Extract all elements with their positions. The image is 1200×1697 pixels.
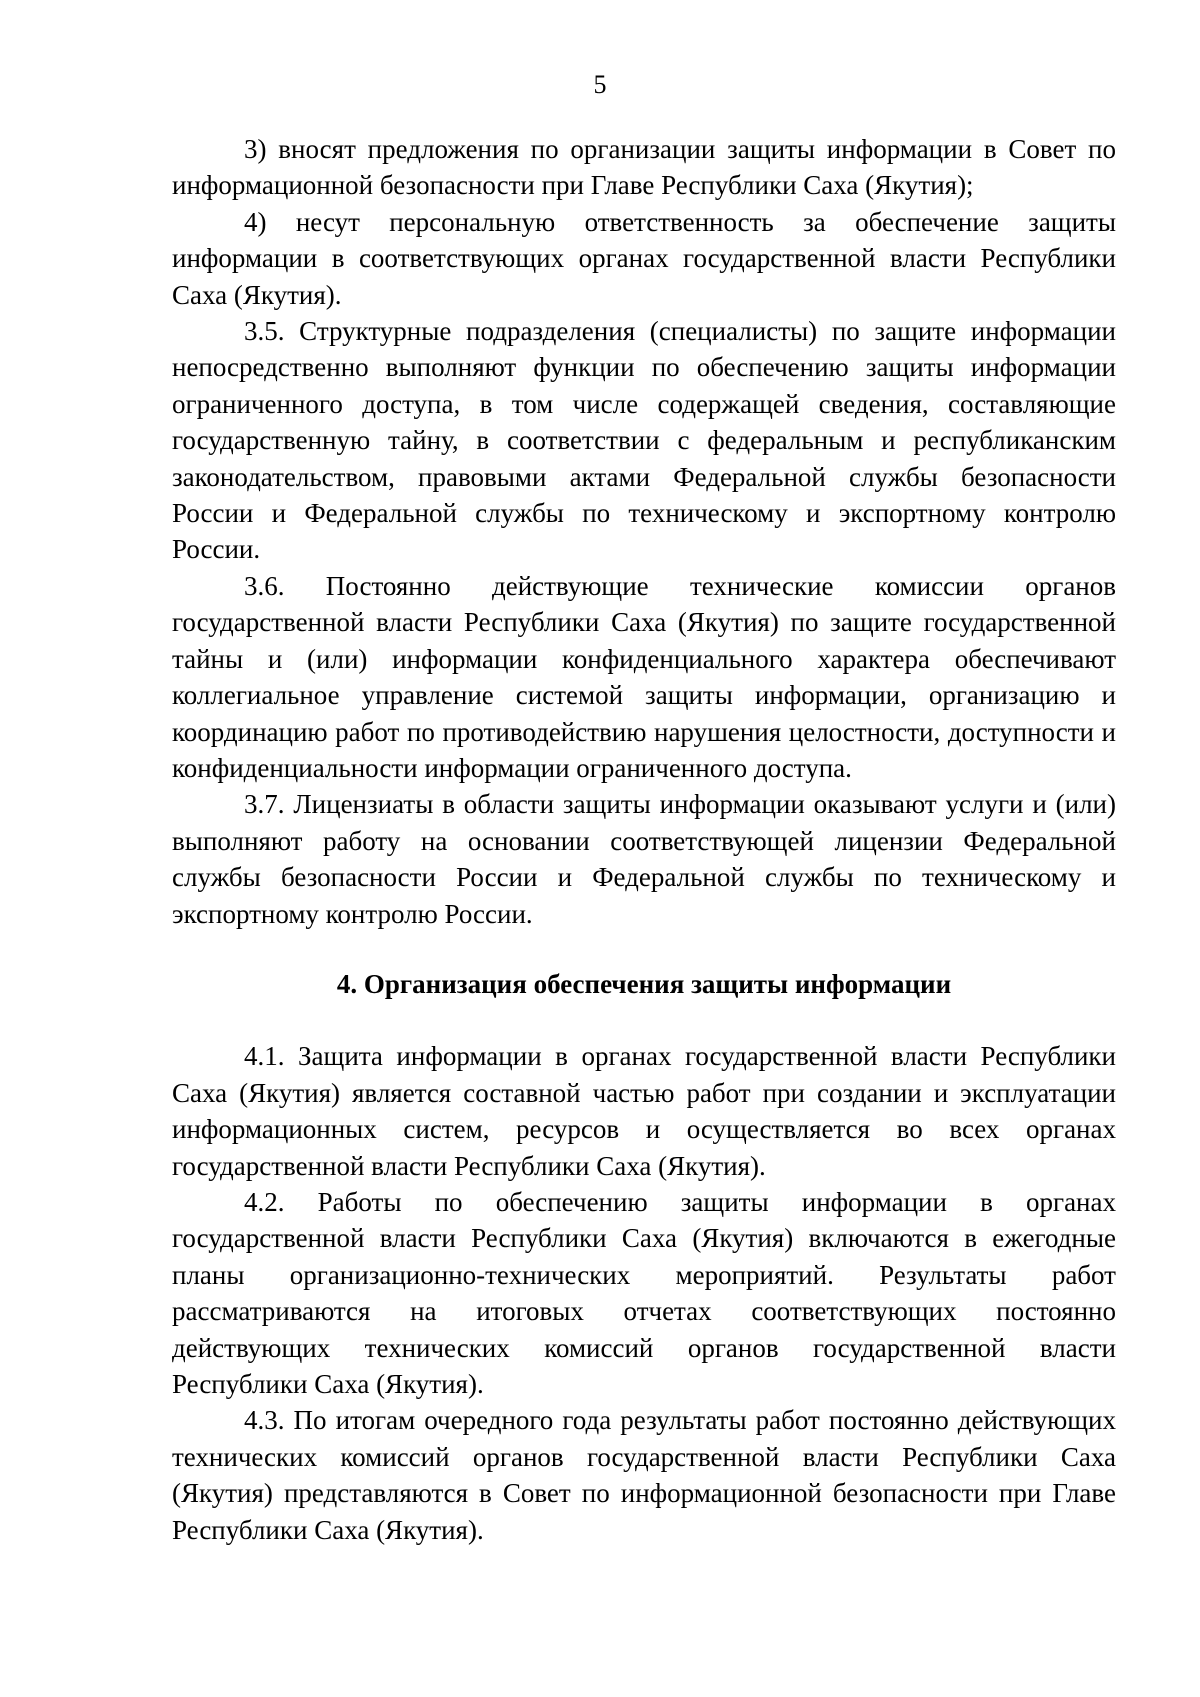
paragraph-3-3: 3) вносят предложения по организации защиты информации в Совет по информационной безопасности при Главе Республики Саха (Якутия); xyxy=(172,134,1116,201)
paragraph-3-5: 3.5. Структурные подразделения (специалисты) по защите информации непосредственно выполняют функции по обеспечению защиты информации ограниченного доступа, в том числе содержащей сведения, составляющие государственную тайну, в соответствии с федеральным и республиканским законодательством, правовыми актами Федеральной службы безопасности России и Федеральной службы по техническому и экспортному контролю России. xyxy=(172,316,1116,565)
paragraph-4-3: 4.3. По итогам очередного года результаты работ постоянно действующих технических комиссий органов государственной власти Республики Саха (Якутия) представляются в Совет по информационной безопасности при Главе Республики Саха (Якутия). xyxy=(172,1405,1116,1545)
paragraph-4-2: 4.2. Работы по обеспечению защиты информации в органах государственной власти Республики Саха (Якутия) включаются в ежегодные планы организационно-технических мероприятий. Результаты работ рассматриваются на итоговых отчетах соответствующих постоянно действующих технических комиссий органов государственной власти Республики Саха (Якутия). xyxy=(172,1186,1116,1399)
page-number: 5 xyxy=(593,70,607,99)
section-heading: 4. Организация обеспечения защиты информации xyxy=(336,968,952,999)
paragraph-4-1: 4.1. Защита информации в органах государственной власти Республики Саха (Якутия) является составной частью работ при создании и эксплуатации информационных систем, ресурсов и осуществляется во всех органах государственной власти Республики Саха (Якутия). xyxy=(172,1041,1116,1181)
paragraph-3-4: 4) несут персональную ответственность за обеспечение защиты информации в соответствующих органах государственной власти Республики Саха (Якутия). xyxy=(172,206,1116,310)
paragraph-3-7: 3.7. Лицензиаты в области защиты информации оказывают услуги и (или) выполняют работу на основании соответствующей лицензии Федеральной службы безопасности России и Федеральной службы по техническому и экспортному контролю России. xyxy=(172,789,1116,929)
document-body xyxy=(172,131,1116,1548)
paragraph-3-6: 3.6. Постоянно действующие технические комиссии органов государственной власти Республики Саха (Якутия) по защите государственной тайны и (или) информации конфиденциального характера обеспечивают коллегиальное управление системой защиты информации, организацию и координацию работ по противодействию нарушения целостности, доступности и конфиденциальности информации ограниченного доступа. xyxy=(172,570,1116,783)
